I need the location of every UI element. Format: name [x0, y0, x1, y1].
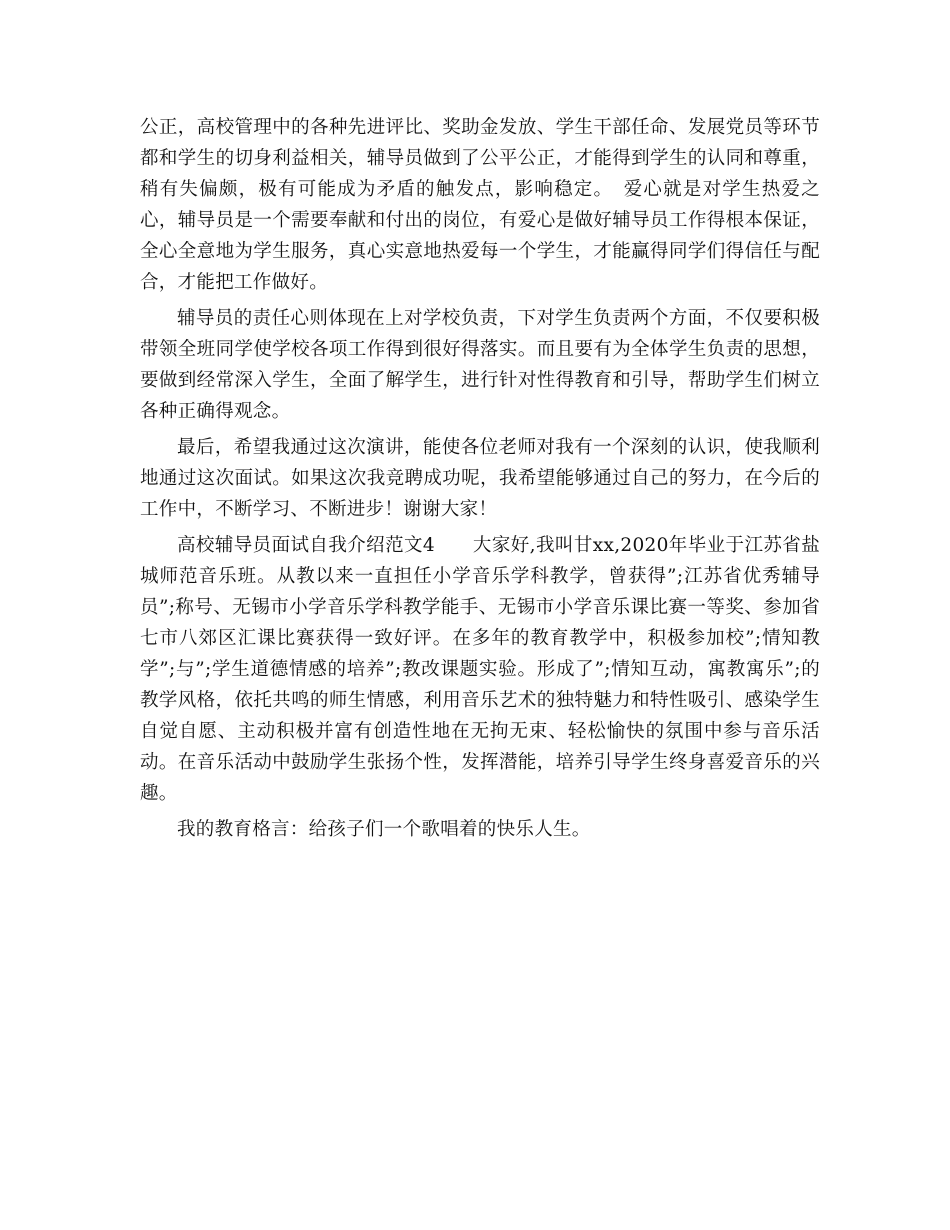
paragraph-closing: 最后，希望我通过这次演讲，能使各位老师对我有一个深刻的认识，使我顺利地通过这次面试。如果这次我竞聘成功呢，我希望能够通过自己的努力，在今后的工作中，不断学习、不断进步！谢谢大家！ — [140, 437, 820, 520]
paragraph-sample-4: 高校辅导员面试自我介绍范文4 大家好,我叫甘xx,2020年毕业于江苏省盐城师范音乐班。从教以来一直担任小学音乐学科教学，曾获得”;江苏省优秀辅导员”;称号、无锡市小学音乐学科教学能手、无锡市小学音乐课比赛一等奖、参加省七市八郊区汇课比赛获得一致好评。在多年的教育教学中，积极参加校”;情知教学”;与”;学生道德情感的培养”;教改课题实验。形成了”;情知互动，寓教寓乐”;的教学风格，依托共鸣的师生情感，利用音乐艺术的独特魅力和特性吸引、感染学生自觉自愿、主动积极并富有创造性地在无拘无束、轻松愉快的氛围中参与音乐活动。在音乐活动中鼓励学生张扬个性，发挥潜能，培养引导学生终身喜爱音乐的兴趣。 — [140, 535, 820, 804]
paragraph-motto: 我的教育格言：给孩子们一个歌唱着的快乐人生。 — [177, 819, 591, 840]
paragraph-fairness-love: 公正，高校管理中的各种先进评比、奖助金发放、学生干部任命、发展党员等环节都和学生的切身利益相关，辅导员做到了公平公正，才能得到学生的认同和尊重，稍有失偏颇，极有可能成为矛盾的触发点，影响稳定。 爱心就是对学生热爱之心，辅导员是一个需要奉献和付出的岗位，有爱心是做好辅导员工作得根本保证，全心全意地为学生服务，真心实意地热爱每一个学生，才能赢得同学们得信任与配合，才能把工作做好。 — [140, 117, 820, 293]
document-body — [140, 112, 820, 850]
paragraph-responsibility: 辅导员的责任心则体现在上对学校负责，下对学生负责两个方面，不仅要积极带领全班同学使学校各项工作得到很好得落实。而且要有为全体学生负责的思想，要做到经常深入学生，全面了解学生，进行针对性得教育和引导，帮助学生们树立各种正确得观念。 — [140, 308, 820, 422]
